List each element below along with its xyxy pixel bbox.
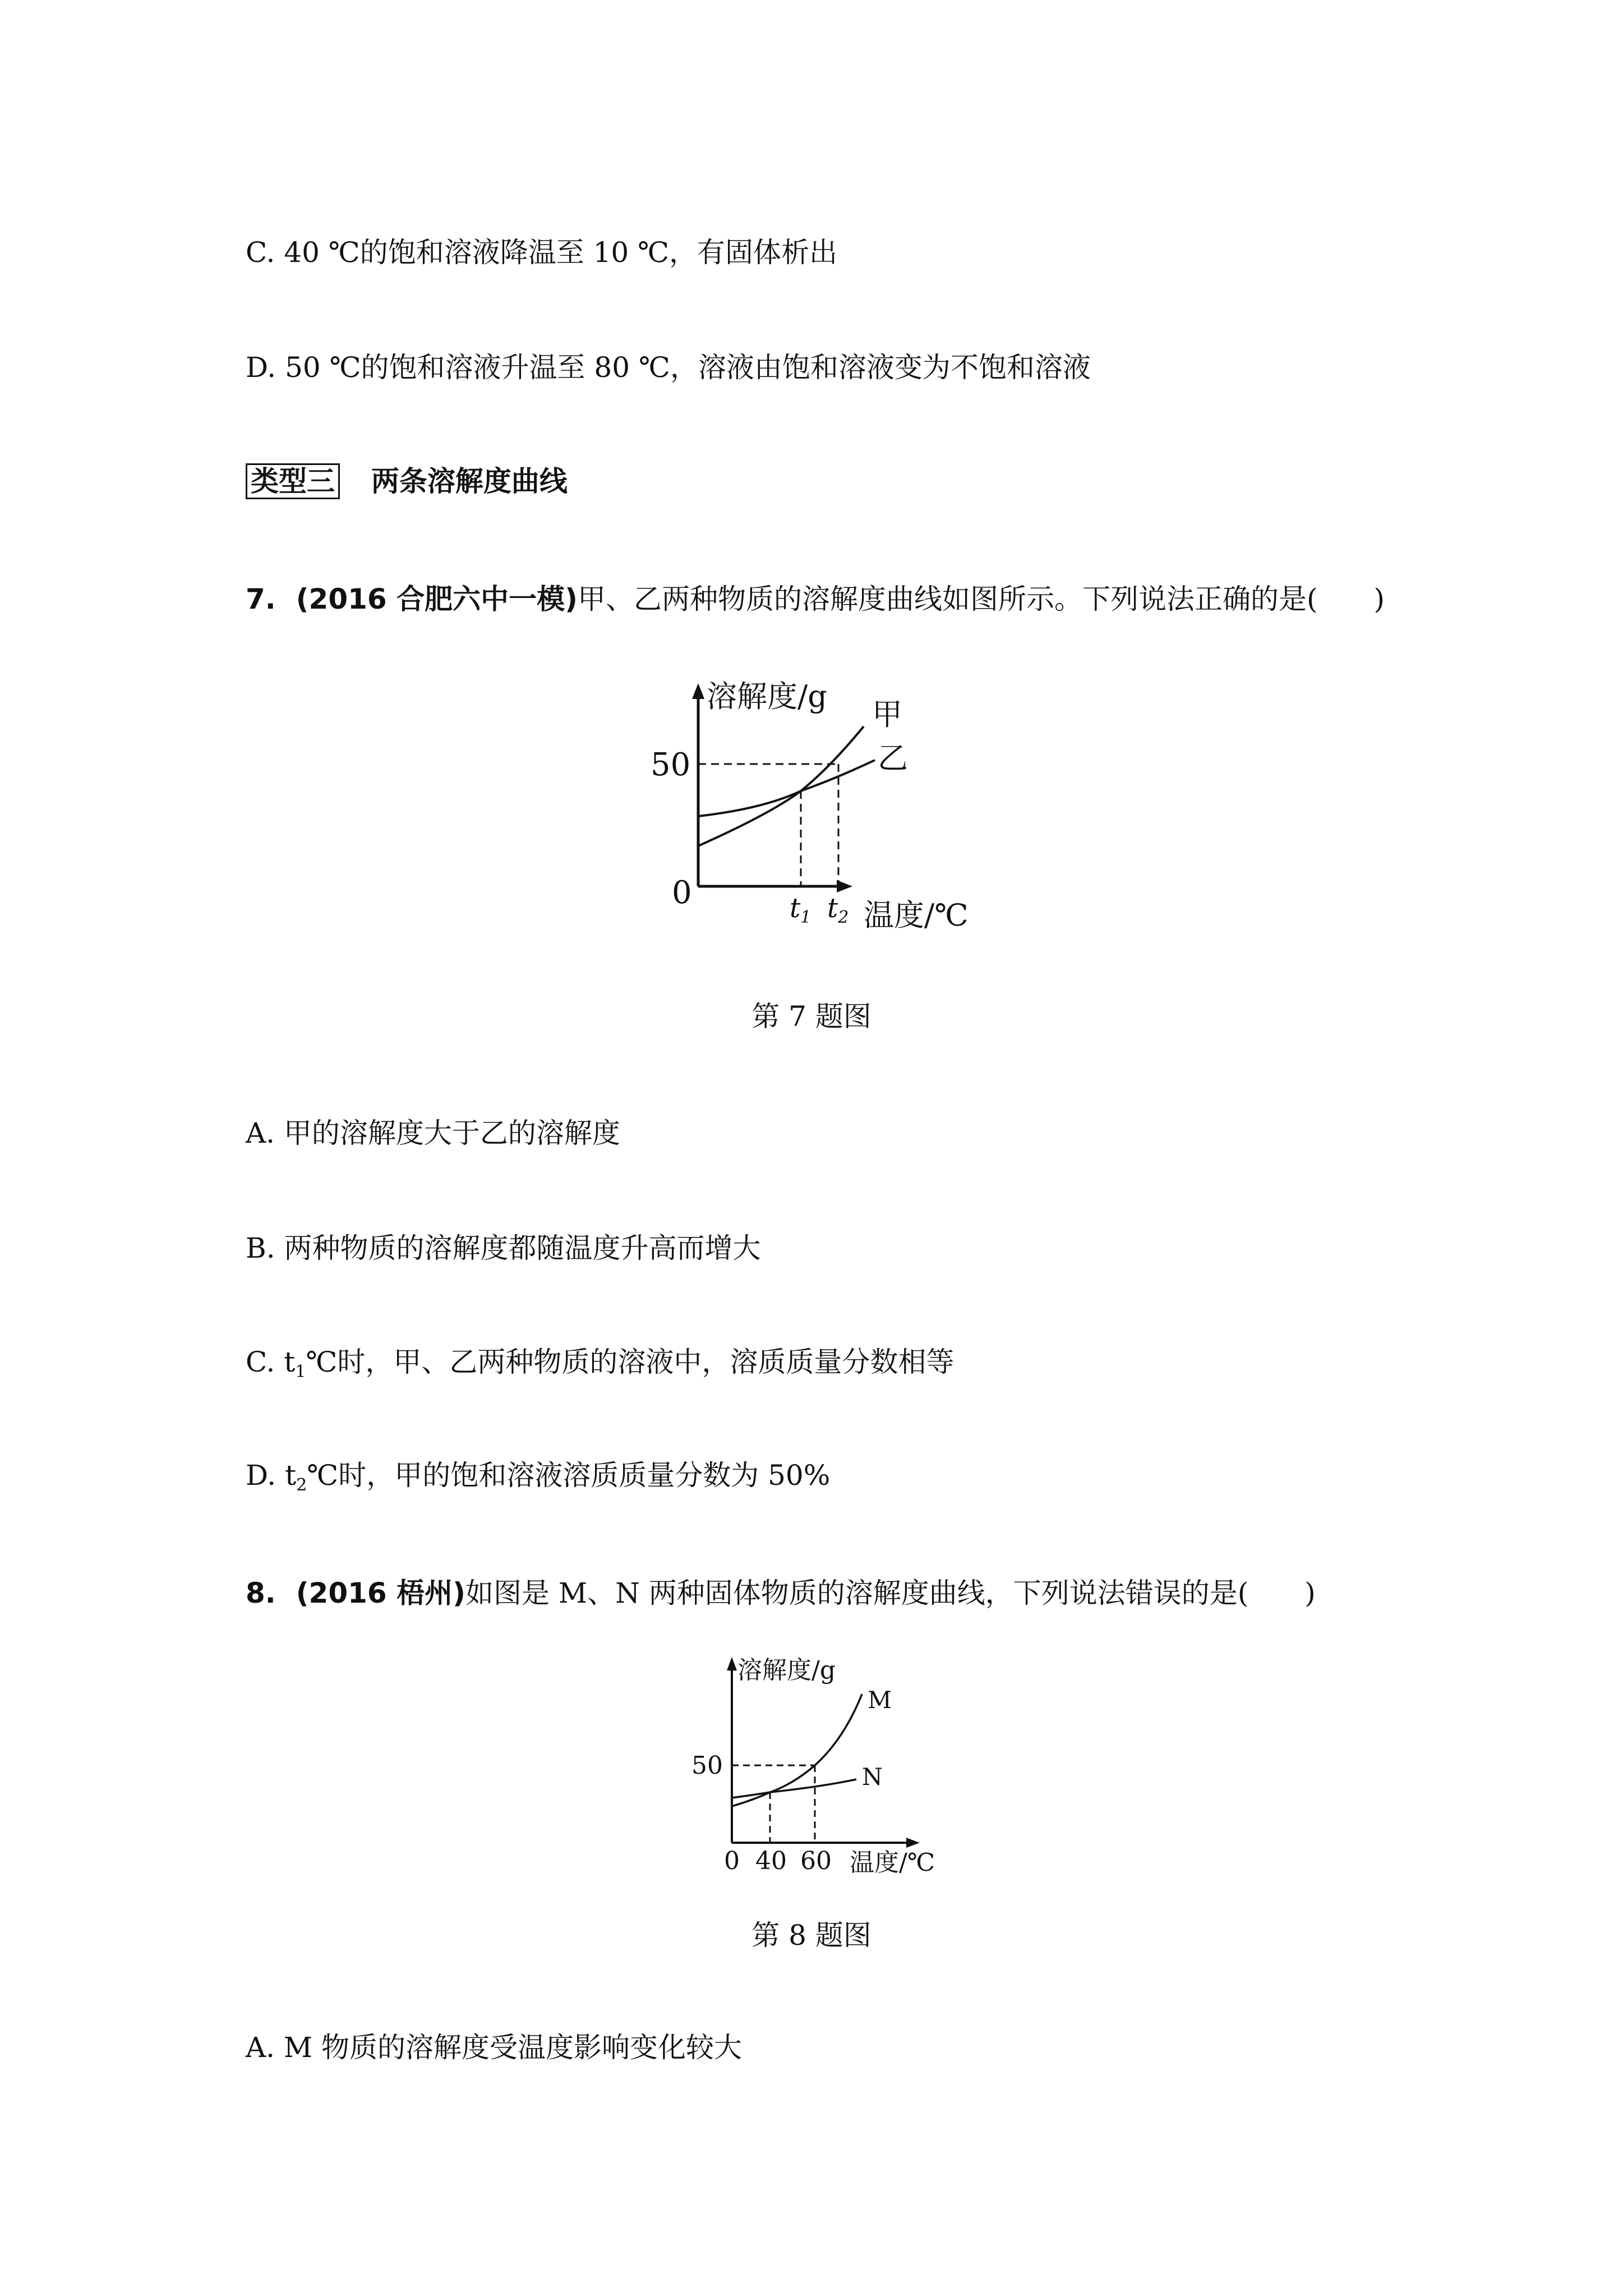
q7-stem-line bbox=[246, 582, 1385, 616]
q6-option-d: D. 50 ℃的饱和溶液升温至 80 ℃，溶液由饱和溶液变为不饱和溶液 bbox=[246, 351, 1091, 384]
q7-number: 7. bbox=[246, 583, 276, 615]
q8-series-n-label: N bbox=[862, 1763, 883, 1791]
q8-series-m-label: M bbox=[868, 1686, 892, 1714]
q8-x-axis-arrow bbox=[906, 1838, 920, 1848]
q8-stem-line bbox=[246, 1576, 1316, 1610]
q7-option-d: D. $t_2℃$时，甲的饱和溶液溶质质量分数为 50% bbox=[246, 1459, 831, 1495]
q7-x-label: 温度/℃ bbox=[864, 898, 969, 933]
q7-series-jia-label: 甲 bbox=[872, 697, 902, 732]
q7-solubility-figure bbox=[639, 679, 998, 937]
q8-option-a: A. M 物质的溶解度受温度影响变化较大 bbox=[246, 2031, 742, 2064]
q8-number: 8. bbox=[246, 1577, 276, 1609]
q7-stem: 甲、乙两种物质的溶解度曲线如图所示。下列说法正确的是( ) bbox=[577, 583, 1385, 615]
q7-x-tick-t2: $t_2$ bbox=[827, 892, 849, 927]
section-heading bbox=[246, 464, 568, 498]
q7-option-b: B. 两种物质的溶解度都随温度升高而增大 bbox=[246, 1232, 761, 1264]
q8-curve-n bbox=[732, 1779, 856, 1798]
q7-x-tick-t1: $t_1$ bbox=[790, 892, 811, 927]
q7-source: (2016 合肥六中一模) bbox=[296, 583, 578, 615]
q7-curve-jia bbox=[698, 726, 864, 846]
q7-y-tick-50: 50 bbox=[651, 747, 691, 783]
q8-figure-caption: 第 8 题图 bbox=[751, 1919, 872, 1952]
q7-series-yi-label: 乙 bbox=[878, 740, 908, 776]
q8-y-label: 溶解度/g bbox=[737, 1656, 836, 1685]
q8-stem: 如图是 M、N 两种固体物质的溶解度曲线，下列说法错误的是( ) bbox=[465, 1577, 1316, 1609]
q7-curve-yi bbox=[698, 760, 875, 816]
q7-option-a: A. 甲的溶解度大于乙的溶解度 bbox=[246, 1117, 620, 1149]
q8-y-axis-arrow bbox=[727, 1657, 737, 1671]
q8-y-tick-50: 50 bbox=[691, 1751, 723, 1780]
q7-option-c: C. $t_1℃$时，甲、乙两种物质的溶液中，溶质质量分数相等 bbox=[246, 1346, 955, 1382]
q7-origin: 0 bbox=[672, 875, 692, 911]
q7-figure-caption: 第 7 题图 bbox=[751, 1000, 872, 1033]
q8-x-tick-40: 40 bbox=[755, 1847, 787, 1875]
q8-solubility-figure bbox=[681, 1649, 951, 1885]
q7-y-label: 溶解度/g bbox=[707, 679, 827, 714]
q7-y-axis-arrow bbox=[692, 683, 704, 699]
q8-x-label: 温度/℃ bbox=[850, 1848, 935, 1877]
section-box-label: 类型三 bbox=[246, 463, 340, 499]
q6-option-c: C. 40 ℃的饱和溶液降温至 10 ℃，有固体析出 bbox=[246, 236, 838, 269]
section-title: 两条溶解度曲线 bbox=[371, 465, 568, 498]
q8-origin: 0 bbox=[724, 1847, 740, 1875]
q8-source: (2016 梧州) bbox=[296, 1577, 465, 1609]
q8-x-tick-60: 60 bbox=[800, 1847, 832, 1875]
